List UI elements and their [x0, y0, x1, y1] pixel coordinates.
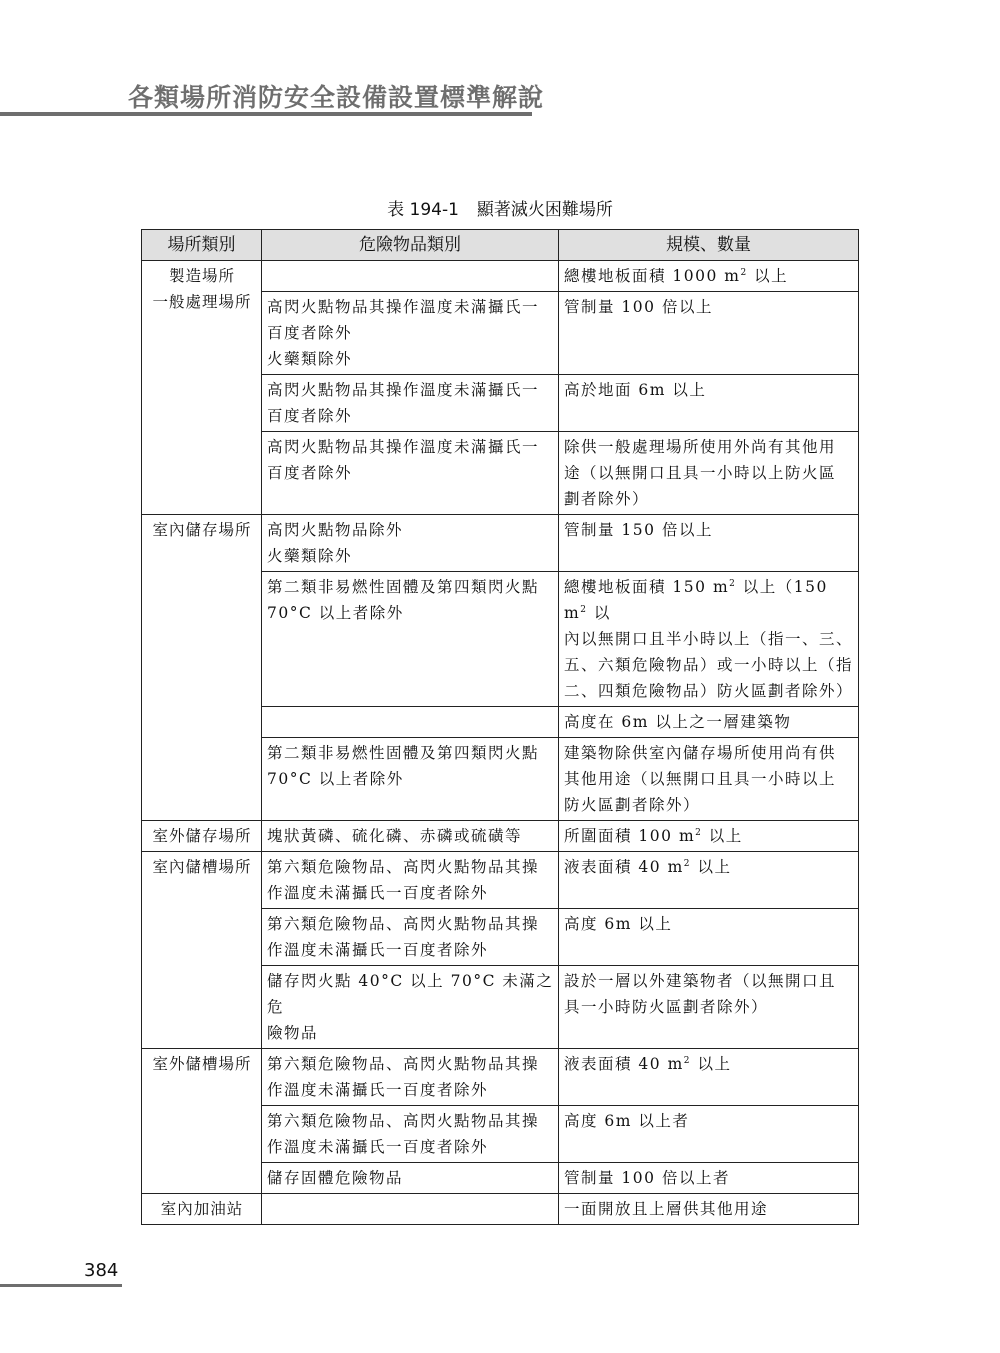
scale-line: [564, 626, 854, 652]
scale-line: [564, 460, 854, 486]
hazard-type-line: 作溫度未滿攝氏一百度者除外: [267, 1138, 489, 1156]
scale-text: 具一小時防火區劃者除外）: [564, 998, 769, 1016]
scale-line: [564, 517, 854, 543]
scale-text: 液表面積 40 m: [564, 1055, 684, 1073]
hazard-type-line: 高閃火點物品其操作溫度未滿攝氏一: [267, 298, 540, 316]
hazard-type-cell: [262, 707, 559, 738]
table-row: [142, 261, 859, 292]
scale-line: [564, 766, 854, 792]
scale-text: 以上: [691, 858, 732, 876]
scale-cell: [559, 292, 859, 375]
scale-line: [564, 1051, 854, 1077]
scale-cell: [559, 909, 859, 966]
scale-line: [564, 377, 854, 403]
scale-line: [564, 823, 854, 849]
scale-cell: [559, 1049, 859, 1106]
header-scale: 規模、數量: [559, 230, 859, 261]
running-header-title: 各類場所消防安全設備設置標準解說: [128, 83, 545, 112]
hazard-type-cell: [262, 1106, 559, 1163]
scale-text: 所圍面積 100 m: [564, 827, 696, 845]
fire-difficulty-table: [141, 229, 859, 1225]
scale-line: [564, 911, 854, 937]
category-cell: [142, 515, 262, 821]
scale-text: 管制量 100 倍以上: [564, 298, 713, 316]
hazard-type-line: 第二類非易燃性固體及第四類閃火點: [267, 578, 540, 596]
scale-cell: [559, 821, 859, 852]
superscript-exponent: 2: [683, 1055, 692, 1066]
hazard-type-cell: [262, 432, 559, 515]
scale-text: 建築物除供室內儲存場所使用尚有供: [564, 744, 837, 762]
scale-text: 二、四類危險物品）防火區劃者除外）: [564, 682, 854, 700]
hazard-type-line: 儲存閃火點 40°C 以上 70°C 未滿之危: [267, 972, 554, 1016]
scale-line: [564, 1165, 854, 1191]
hazard-type-line: 火藥類除外: [267, 547, 353, 565]
superscript-exponent: 2: [580, 604, 588, 615]
hazard-type-line: 險物品: [267, 1024, 319, 1042]
scale-cell: [559, 1194, 859, 1225]
hazard-type-cell: [262, 1194, 559, 1225]
table-title: 顯著滅火困難場所: [476, 200, 613, 220]
scale-text: 高度 6m 以上: [564, 915, 673, 933]
hazard-type-line: 第二類非易燃性固體及第四類閃火點: [267, 744, 540, 762]
scale-text: 總樓地板面積 1000 m: [564, 267, 741, 285]
scale-text: 以上: [702, 827, 743, 845]
table-row: [142, 852, 859, 909]
scale-text: 防火區劃者除外）: [564, 796, 701, 814]
scale-cell: [559, 852, 859, 909]
scale-text: 以上: [691, 1055, 732, 1073]
hazard-type-cell: [262, 572, 559, 707]
superscript-exponent: 2: [740, 267, 748, 278]
scale-text: 高度 6m 以上者: [564, 1112, 690, 1130]
hazard-type-line: 第六類危險物品、高閃火點物品其操: [267, 858, 540, 876]
category-cell: [142, 1049, 262, 1194]
scale-line: [564, 294, 854, 320]
scale-text: 管制量 100 倍以上者: [564, 1169, 730, 1187]
scale-line: [564, 678, 854, 704]
table-number: 表 194-1: [387, 200, 459, 220]
superscript-exponent: 2: [729, 578, 737, 589]
scale-text: 管制量 150 倍以上: [564, 521, 713, 539]
category-cell: [142, 852, 262, 1049]
hazard-type-line: 火藥類除外: [267, 350, 353, 368]
category-line: 室內加油站: [160, 1200, 244, 1218]
category-cell: [142, 1194, 262, 1225]
hazard-type-line: 70°C 以上者除外: [267, 604, 404, 622]
scale-line: [564, 968, 854, 994]
scale-text: 以: [587, 604, 611, 622]
scale-text: 液表面積 40 m: [564, 858, 684, 876]
table-row: [142, 1049, 859, 1106]
scale-text: 以上（150 m: [564, 578, 828, 622]
hazard-type-line: 第六類危險物品、高閃火點物品其操: [267, 1055, 540, 1073]
hazard-type-cell: [262, 375, 559, 432]
hazard-type-line: 第六類危險物品、高閃火點物品其操: [267, 915, 540, 933]
scale-cell: [559, 1106, 859, 1163]
scale-cell: [559, 738, 859, 821]
table-row: [142, 821, 859, 852]
category-cell: [142, 261, 262, 515]
hazard-type-line: 作溫度未滿攝氏一百度者除外: [267, 884, 489, 902]
scale-line: [564, 263, 854, 289]
scale-cell: [559, 1163, 859, 1194]
table-body: [142, 261, 859, 1225]
scale-cell: [559, 966, 859, 1049]
table-caption: [0, 195, 1000, 220]
scale-line: [564, 574, 854, 626]
hazard-type-line: 百度者除外: [267, 464, 353, 482]
header-hazard-type: 危險物品類別: [262, 230, 559, 261]
scale-line: [564, 1108, 854, 1134]
header-category: 場所類別: [142, 230, 262, 261]
scale-line: [564, 792, 854, 818]
superscript-exponent: 2: [683, 858, 692, 869]
scale-line: [564, 709, 854, 735]
hazard-type-cell: [262, 1049, 559, 1106]
category-cell: [142, 821, 262, 852]
scale-text: 一面開放且上層供其他用途: [564, 1200, 769, 1218]
hazard-type-cell: [262, 292, 559, 375]
hazard-type-cell: [262, 515, 559, 572]
scale-text: 除供一般處理場所使用外尚有其他用: [564, 438, 837, 456]
hazard-type-cell: [262, 261, 559, 292]
hazard-type-line: 70°C 以上者除外: [267, 770, 404, 788]
hazard-type-line: 高閃火點物品除外: [267, 521, 404, 539]
scale-text: 高於地面 6m 以上: [564, 381, 707, 399]
hazard-type-cell: [262, 966, 559, 1049]
scale-text: 以上: [747, 267, 789, 285]
hazard-type-cell: [262, 738, 559, 821]
hazard-type-line: 作溫度未滿攝氏一百度者除外: [267, 1081, 489, 1099]
scale-line: [564, 1196, 854, 1222]
category-line: 一般處理場所: [152, 293, 252, 311]
category-line: 室內儲存場所: [152, 521, 252, 539]
table-row: [142, 1194, 859, 1225]
scale-cell: [559, 432, 859, 515]
hazard-type-line: 第六類危險物品、高閃火點物品其操: [267, 1112, 540, 1130]
scale-line: [564, 994, 854, 1020]
scale-text: 高度在 6m 以上之一層建築物: [564, 713, 792, 731]
category-line: 室外儲存場所: [152, 827, 252, 845]
scale-line: [564, 652, 854, 678]
footer-rule: [0, 1284, 122, 1287]
page-number: 384: [84, 1260, 119, 1281]
hazard-type-cell: [262, 852, 559, 909]
hazard-type-cell: [262, 909, 559, 966]
hazard-type-cell: [262, 1163, 559, 1194]
hazard-type-line: 作溫度未滿攝氏一百度者除外: [267, 941, 489, 959]
scale-line: [564, 486, 854, 512]
scale-text: 總樓地板面積 150 m: [564, 578, 730, 596]
scale-cell: [559, 572, 859, 707]
scale-text: 五、六類危險物品）或一小時以上（指: [564, 656, 854, 674]
scale-text: 劃者除外）: [564, 490, 650, 508]
scale-line: [564, 854, 854, 880]
hazard-type-line: 塊狀黃磷、硫化磷、赤磷或硫磺等: [267, 827, 523, 845]
scale-cell: [559, 707, 859, 738]
scale-cell: [559, 375, 859, 432]
scale-text: 設於一層以外建築物者（以無開口且: [564, 972, 837, 990]
hazard-type-line: 百度者除外: [267, 407, 353, 425]
table-header-row: [142, 230, 859, 261]
category-line: 室內儲槽場所: [152, 858, 252, 876]
scale-cell: [559, 515, 859, 572]
scale-line: [564, 740, 854, 766]
category-line: 室外儲槽場所: [152, 1055, 252, 1073]
hazard-type-line: 高閃火點物品其操作溫度未滿攝氏一: [267, 438, 540, 456]
table-row: [142, 515, 859, 572]
hazard-type-line: 高閃火點物品其操作溫度未滿攝氏一: [267, 381, 540, 399]
scale-text: 途（以無開口且具一小時以上防火區: [564, 464, 837, 482]
scale-cell: [559, 261, 859, 292]
header-rule: [0, 112, 532, 116]
superscript-exponent: 2: [695, 827, 703, 838]
hazard-type-line: 儲存固體危險物品: [267, 1169, 404, 1187]
hazard-type-cell: [262, 821, 559, 852]
category-line: 製造場所: [168, 267, 235, 285]
scale-text: 內以無開口且半小時以上（指一、三、: [564, 630, 854, 648]
hazard-type-line: 百度者除外: [267, 324, 353, 342]
scale-text: 其他用途（以無開口且具一小時以上: [564, 770, 837, 788]
scale-line: [564, 434, 854, 460]
